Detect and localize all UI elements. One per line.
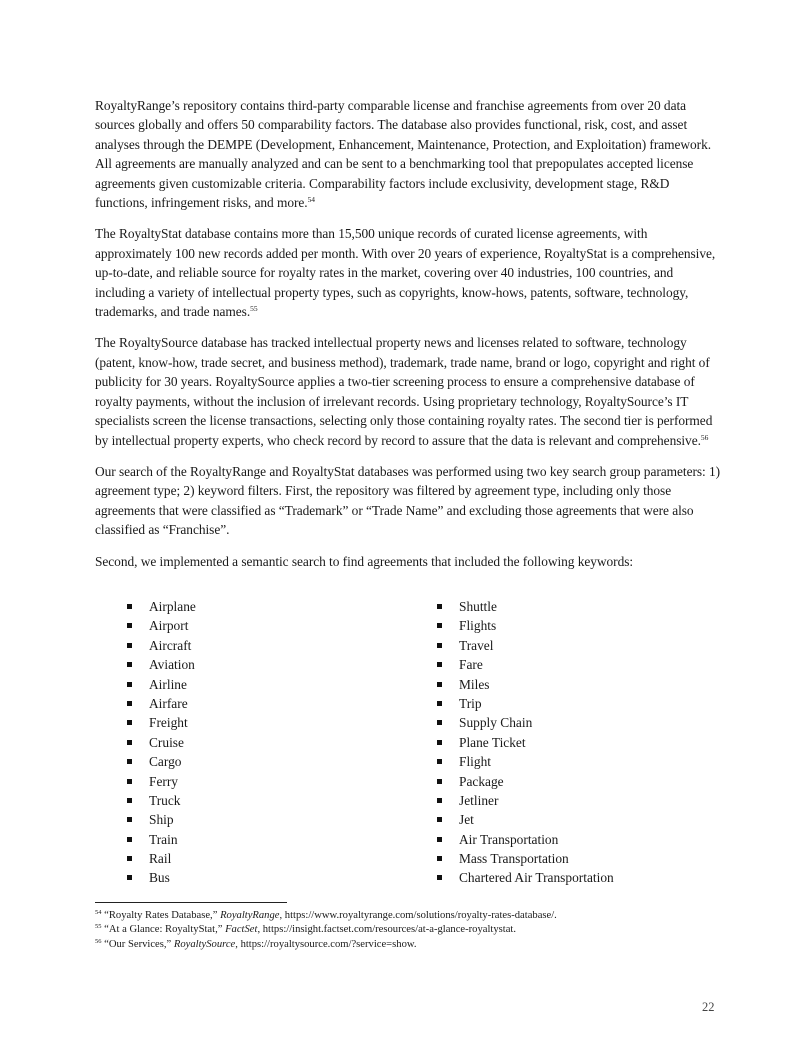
- keyword-item: [127, 636, 196, 655]
- square-bullet-icon: [127, 720, 132, 725]
- square-bullet-icon: [437, 817, 442, 822]
- keyword-item: [127, 655, 196, 674]
- square-bullet-icon: [437, 643, 442, 648]
- square-bullet-icon: [437, 720, 442, 725]
- square-bullet-icon: [437, 856, 442, 861]
- square-bullet-icon: [437, 662, 442, 667]
- keyword-label: Train: [149, 831, 178, 847]
- keyword-item: [127, 713, 196, 732]
- square-bullet-icon: [127, 856, 132, 861]
- keyword-item: [127, 616, 196, 635]
- keyword-column-left: [127, 597, 196, 888]
- square-bullet-icon: [127, 662, 132, 667]
- keyword-item: [437, 733, 614, 752]
- square-bullet-icon: [437, 682, 442, 687]
- keyword-label: Flight: [459, 754, 491, 770]
- keyword-label: Jetliner: [459, 792, 499, 808]
- footnote-link[interactable]: , https://insight.factset.com/resources/at-a-glance-royaltystat.: [257, 924, 517, 936]
- keyword-label: Bus: [149, 870, 170, 886]
- keyword-item: [127, 791, 196, 810]
- keyword-label: Cruise: [149, 734, 184, 750]
- keyword-label: Flights: [459, 618, 497, 634]
- square-bullet-icon: [127, 740, 132, 745]
- keyword-label: Miles: [459, 676, 490, 692]
- page-number: 22: [702, 1000, 715, 1014]
- keyword-item: [437, 636, 614, 655]
- square-bullet-icon: [127, 759, 132, 764]
- keyword-label: Fare: [459, 657, 483, 673]
- keyword-item: [127, 597, 196, 616]
- paragraph-keywords-intro: Second, we implemented a semantic search to find agreements that included the following keywords:: [95, 553, 634, 569]
- keyword-item: [437, 772, 614, 791]
- keyword-item: [127, 733, 196, 752]
- keyword-item: [127, 772, 196, 791]
- square-bullet-icon: [127, 643, 132, 648]
- keyword-label: Ferry: [149, 773, 179, 789]
- keyword-label: Chartered Air Transportation: [459, 870, 614, 886]
- keyword-label: Freight: [149, 715, 188, 731]
- square-bullet-icon: [127, 798, 132, 803]
- square-bullet-icon: [127, 682, 132, 687]
- keyword-item: [437, 694, 614, 713]
- footnote-link[interactable]: , https://royaltysource.com/?service=show.: [235, 938, 417, 950]
- paragraph-search-method: Our search of the RoyaltyRange and RoyaltyStat databases was performed using two key search group parameters: 1) agreement type; 2) keyword filters. First, the repository was filtered by agreement type, including only those agreements that were classified as “Trademark” or “Trade Name” and excluding those agreements that were also classified as “Franchise”.: [95, 463, 721, 538]
- keyword-item: [437, 868, 614, 887]
- keyword-item: [437, 675, 614, 694]
- footnotes: [95, 909, 735, 952]
- keyword-item: [437, 849, 614, 868]
- keyword-label: Shuttle: [459, 599, 497, 614]
- square-bullet-icon: [127, 817, 132, 822]
- square-bullet-icon: [127, 623, 132, 628]
- keyword-item: [127, 868, 196, 887]
- keyword-label: Airline: [149, 676, 187, 692]
- square-bullet-icon: [437, 701, 442, 706]
- square-bullet-icon: [437, 759, 442, 764]
- square-bullet-icon: [437, 837, 442, 842]
- footnote-ref[interactable]: 54: [307, 195, 315, 205]
- keyword-item: [437, 830, 614, 849]
- keyword-item: [437, 616, 614, 635]
- keyword-item: [437, 655, 614, 674]
- keyword-item: [437, 791, 614, 810]
- square-bullet-icon: [127, 701, 132, 706]
- keyword-label: Mass Transportation: [459, 851, 569, 867]
- footnote-divider: [95, 902, 287, 903]
- square-bullet-icon: [127, 875, 132, 880]
- document-page: [95, 96, 725, 886]
- square-bullet-icon: [437, 623, 442, 628]
- keyword-label: Airfare: [149, 695, 188, 711]
- footnote-ref[interactable]: 55: [250, 304, 258, 314]
- keyword-label: Aviation: [149, 657, 195, 673]
- keyword-item: [127, 830, 196, 849]
- keyword-label: Aircraft: [149, 637, 192, 653]
- paragraph-royaltyrange: RoyaltyRange’s repository contains third-party comparable license and franchise agreements from over 20 data sources globally and offers 50 comparability factors. The database also provides functional, risk, cost, and asset analyses through the DEMPE (Development, Enhancement, Maintenance, Protection, and Exploitation) framework. All agreements are manually analyzed and can be sent to a benchmarking tool that prepopulates accepted license agreements given customizable criteria. Comparability factors include exclusivity, development stage, R&D functions, infringement risks, and more.$^{54}$: [95, 98, 712, 211]
- keyword-item: [437, 713, 614, 732]
- keyword-item: [127, 849, 196, 868]
- square-bullet-icon: [437, 740, 442, 745]
- keyword-item: [127, 694, 196, 713]
- keyword-item: [437, 752, 614, 771]
- square-bullet-icon: [437, 604, 442, 609]
- keyword-label: Airplane: [149, 599, 196, 614]
- square-bullet-icon: [127, 604, 132, 609]
- footnote-link[interactable]: , https://www.royaltyrange.com/solutions/royalty-rates-database/.: [279, 910, 557, 921]
- keyword-label: Plane Ticket: [459, 734, 526, 750]
- keyword-item: [127, 752, 196, 771]
- footnote-ref[interactable]: 56: [700, 432, 709, 442]
- keyword-label: Truck: [149, 792, 181, 808]
- keyword-label: Airport: [149, 618, 189, 634]
- keyword-label: Supply Chain: [459, 715, 533, 731]
- keyword-label: Rail: [149, 851, 172, 867]
- keyword-label: Ship: [149, 812, 174, 828]
- square-bullet-icon: [437, 798, 442, 803]
- paragraph-royaltysource: The RoyaltySource database has tracked intellectual property news and licenses related to software, technology (patent, know-how, trade secret, and business method), trademark, trade name, brand or logo, copyright and right of publicity for 30 years. RoyaltySource applies a two-tier screening process to ensure a comprehensive database of royalty payments, without the inclusion of irrelevant records. Using proprietary technology, RoyaltySource’s IT specialists screen the license transactions, selecting only those containing royalty rates. The second tier is performed by intellectual property experts, who check record by record to assure that the data is relevant and comprehensive.$^{56}$: [95, 335, 713, 448]
- keyword-column-right: [437, 597, 614, 888]
- footnote-56: $^{56}$ “Our Services,” RoyaltySource, https://royaltysource.com/?service=show.: [95, 937, 417, 950]
- keyword-label: Package: [459, 773, 504, 789]
- square-bullet-icon: [127, 779, 132, 784]
- footnote-55: $^{55}$ “At a Glance: RoyaltyStat,” FactSet, https://insight.factset.com/resources/at-a-glance-royaltystat.: [95, 923, 517, 936]
- keyword-item: [437, 597, 614, 616]
- paragraph-royaltystat: The RoyaltyStat database contains more than 15,500 unique records of curated license agreements, with approximately 100 new records added per month. With over 20 years of experience, RoyaltyStat is a comprehensive, up-to-date, and reliable source for royalty rates in the market, covering over 40 industries, 100 countries, and including a variety of intellectual property types, such as copyrights, know-hows, patents, software, technology, trademarks, and trade names.$^{55}$: [95, 226, 716, 320]
- keyword-label: Trip: [459, 695, 482, 711]
- keyword-item: [127, 675, 196, 694]
- keyword-label: Air Transportation: [459, 831, 559, 847]
- keyword-item: [127, 810, 196, 829]
- square-bullet-icon: [127, 837, 132, 842]
- square-bullet-icon: [437, 875, 442, 880]
- keyword-item: [437, 810, 614, 829]
- keyword-label: Cargo: [149, 754, 182, 770]
- footnote-54: $^{54}$ “Royalty Rates Database,” RoyaltyRange, https://www.royaltyrange.com/solutions/royalty-rates-database/.: [95, 909, 557, 921]
- square-bullet-icon: [437, 779, 442, 784]
- keyword-label: Jet: [459, 812, 474, 828]
- keyword-label: Travel: [459, 637, 494, 653]
